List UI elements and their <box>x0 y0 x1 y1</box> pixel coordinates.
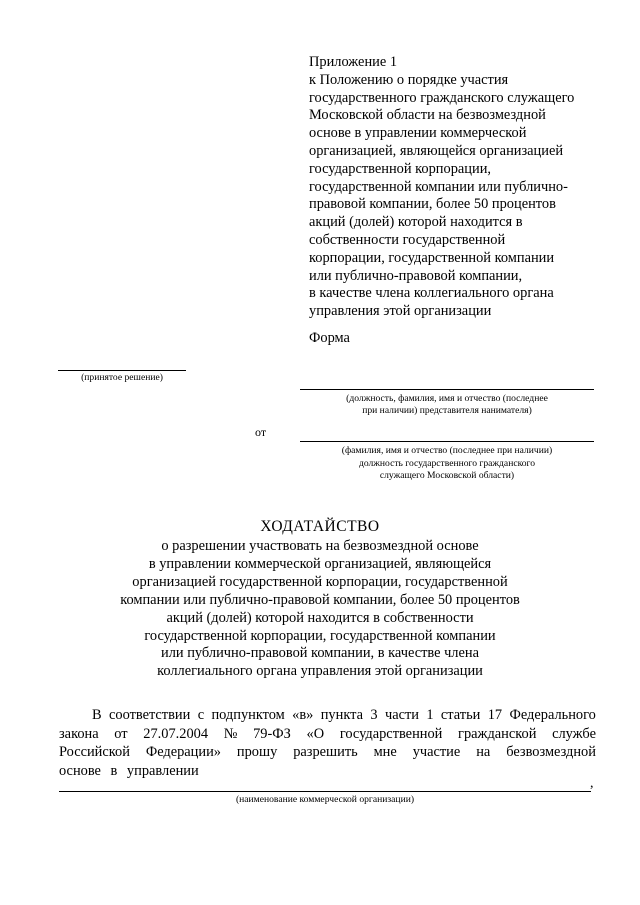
body-line-1 <box>59 706 596 725</box>
appendix-line: государственной корпорации, <box>309 160 491 177</box>
appendix-line: основе в управлении коммерческой <box>309 125 527 142</box>
word: прошу <box>236 744 278 760</box>
word: с <box>197 707 205 723</box>
employer-caption-1: (должность, фамилия, имя и отчество (последнее <box>346 393 548 404</box>
body-line-2 <box>59 725 596 744</box>
employer-line <box>300 389 594 390</box>
word: пункта <box>320 707 363 723</box>
appendix-line: собственности государственной <box>309 231 506 248</box>
subtitle-line: компании или публично-правовой компании, более 50 процентов <box>120 591 520 608</box>
appendix-line: организацией, являющейся организацией <box>309 142 564 159</box>
appendix-line: в качестве члена коллегиального органа <box>309 285 554 302</box>
applicant-caption-2: должность государственного гражданского <box>358 458 536 469</box>
word: мне <box>373 744 397 760</box>
word: № <box>223 725 238 742</box>
word: Российской <box>59 744 130 760</box>
word: «в» <box>292 707 314 723</box>
appendix-header <box>309 54 609 321</box>
subtitle-line: в управлении коммерческой организацией, являющейся <box>148 555 492 572</box>
appendix-line: управления этой организации <box>309 303 492 320</box>
word: подпунктом <box>211 707 285 723</box>
word: 27.07.2004 <box>143 725 209 742</box>
appendix-line: или публично-правовой компании, <box>309 267 523 284</box>
word: на <box>476 744 491 760</box>
word: «О <box>306 725 325 742</box>
word: В <box>92 707 102 723</box>
subtitle-line: о разрешении участвовать на безвозмездной основе <box>161 538 479 554</box>
word: безвозмездной <box>506 744 596 760</box>
word: 79-ФЗ <box>253 725 291 742</box>
organization-name-line <box>59 791 591 792</box>
subtitle-line: государственной корпорации, государственной компании <box>144 627 496 644</box>
petition-body <box>59 706 596 780</box>
word: гражданской <box>458 725 537 742</box>
form-label: Форма <box>309 330 350 346</box>
appendix-line: Московской области на безвозмездной <box>309 107 546 124</box>
employer-caption-2: при наличии) представителя нанимателя) <box>362 405 532 416</box>
word: государственной <box>339 725 443 742</box>
subtitle-line: организацией государственной корпорации, государственной <box>132 573 508 590</box>
appendix-line: к Положению о порядке участия <box>309 71 509 88</box>
word: соответствии <box>108 707 191 723</box>
word: от <box>114 725 128 742</box>
subtitle-line: коллегиального органа управления этой организации <box>157 663 483 680</box>
appendix-line: акций (долей) которой находится в <box>309 214 523 231</box>
organization-line-comma: , <box>590 776 594 791</box>
subtitle-line: или публично-правовой компании, в качестве члена <box>161 645 479 662</box>
word: 17 <box>487 707 503 723</box>
decision-caption: (принятое решение) <box>81 372 163 383</box>
body-line-4: основе в управлении <box>59 762 199 779</box>
appendix-line: правовой компании, более 50 процентов <box>309 196 556 213</box>
document-subtitle <box>80 538 560 681</box>
appendix-line: государственного гражданского служащего <box>309 89 575 106</box>
word: участие <box>412 744 461 760</box>
word: части <box>384 707 419 723</box>
word: статьи <box>440 707 481 723</box>
word: закона <box>59 725 99 742</box>
applicant-line <box>300 441 594 442</box>
word: разрешить <box>293 744 358 760</box>
word: Федерального <box>509 707 596 723</box>
subtitle-line: акций (долей) которой находится в собственности <box>166 609 474 626</box>
decision-line <box>58 370 186 371</box>
word: 1 <box>426 707 434 723</box>
word: Федерации» <box>145 744 221 760</box>
applicant-caption-3: служащего Московской области) <box>379 470 515 481</box>
organization-caption: (наименование коммерческой организации) <box>235 794 415 805</box>
appendix-line: Приложение 1 <box>309 54 398 70</box>
appendix-line: государственной компании или публично- <box>309 178 568 195</box>
document-title: ХОДАТАЙСТВО <box>260 518 380 535</box>
applicant-caption-1: (фамилия, имя и отчество (последнее при наличии) <box>341 445 553 456</box>
appendix-line: корпорации, государственной компании <box>309 249 555 266</box>
word: службе <box>552 725 596 742</box>
from-label: от <box>255 425 267 439</box>
word: 3 <box>370 707 378 723</box>
body-line-3 <box>59 743 596 762</box>
